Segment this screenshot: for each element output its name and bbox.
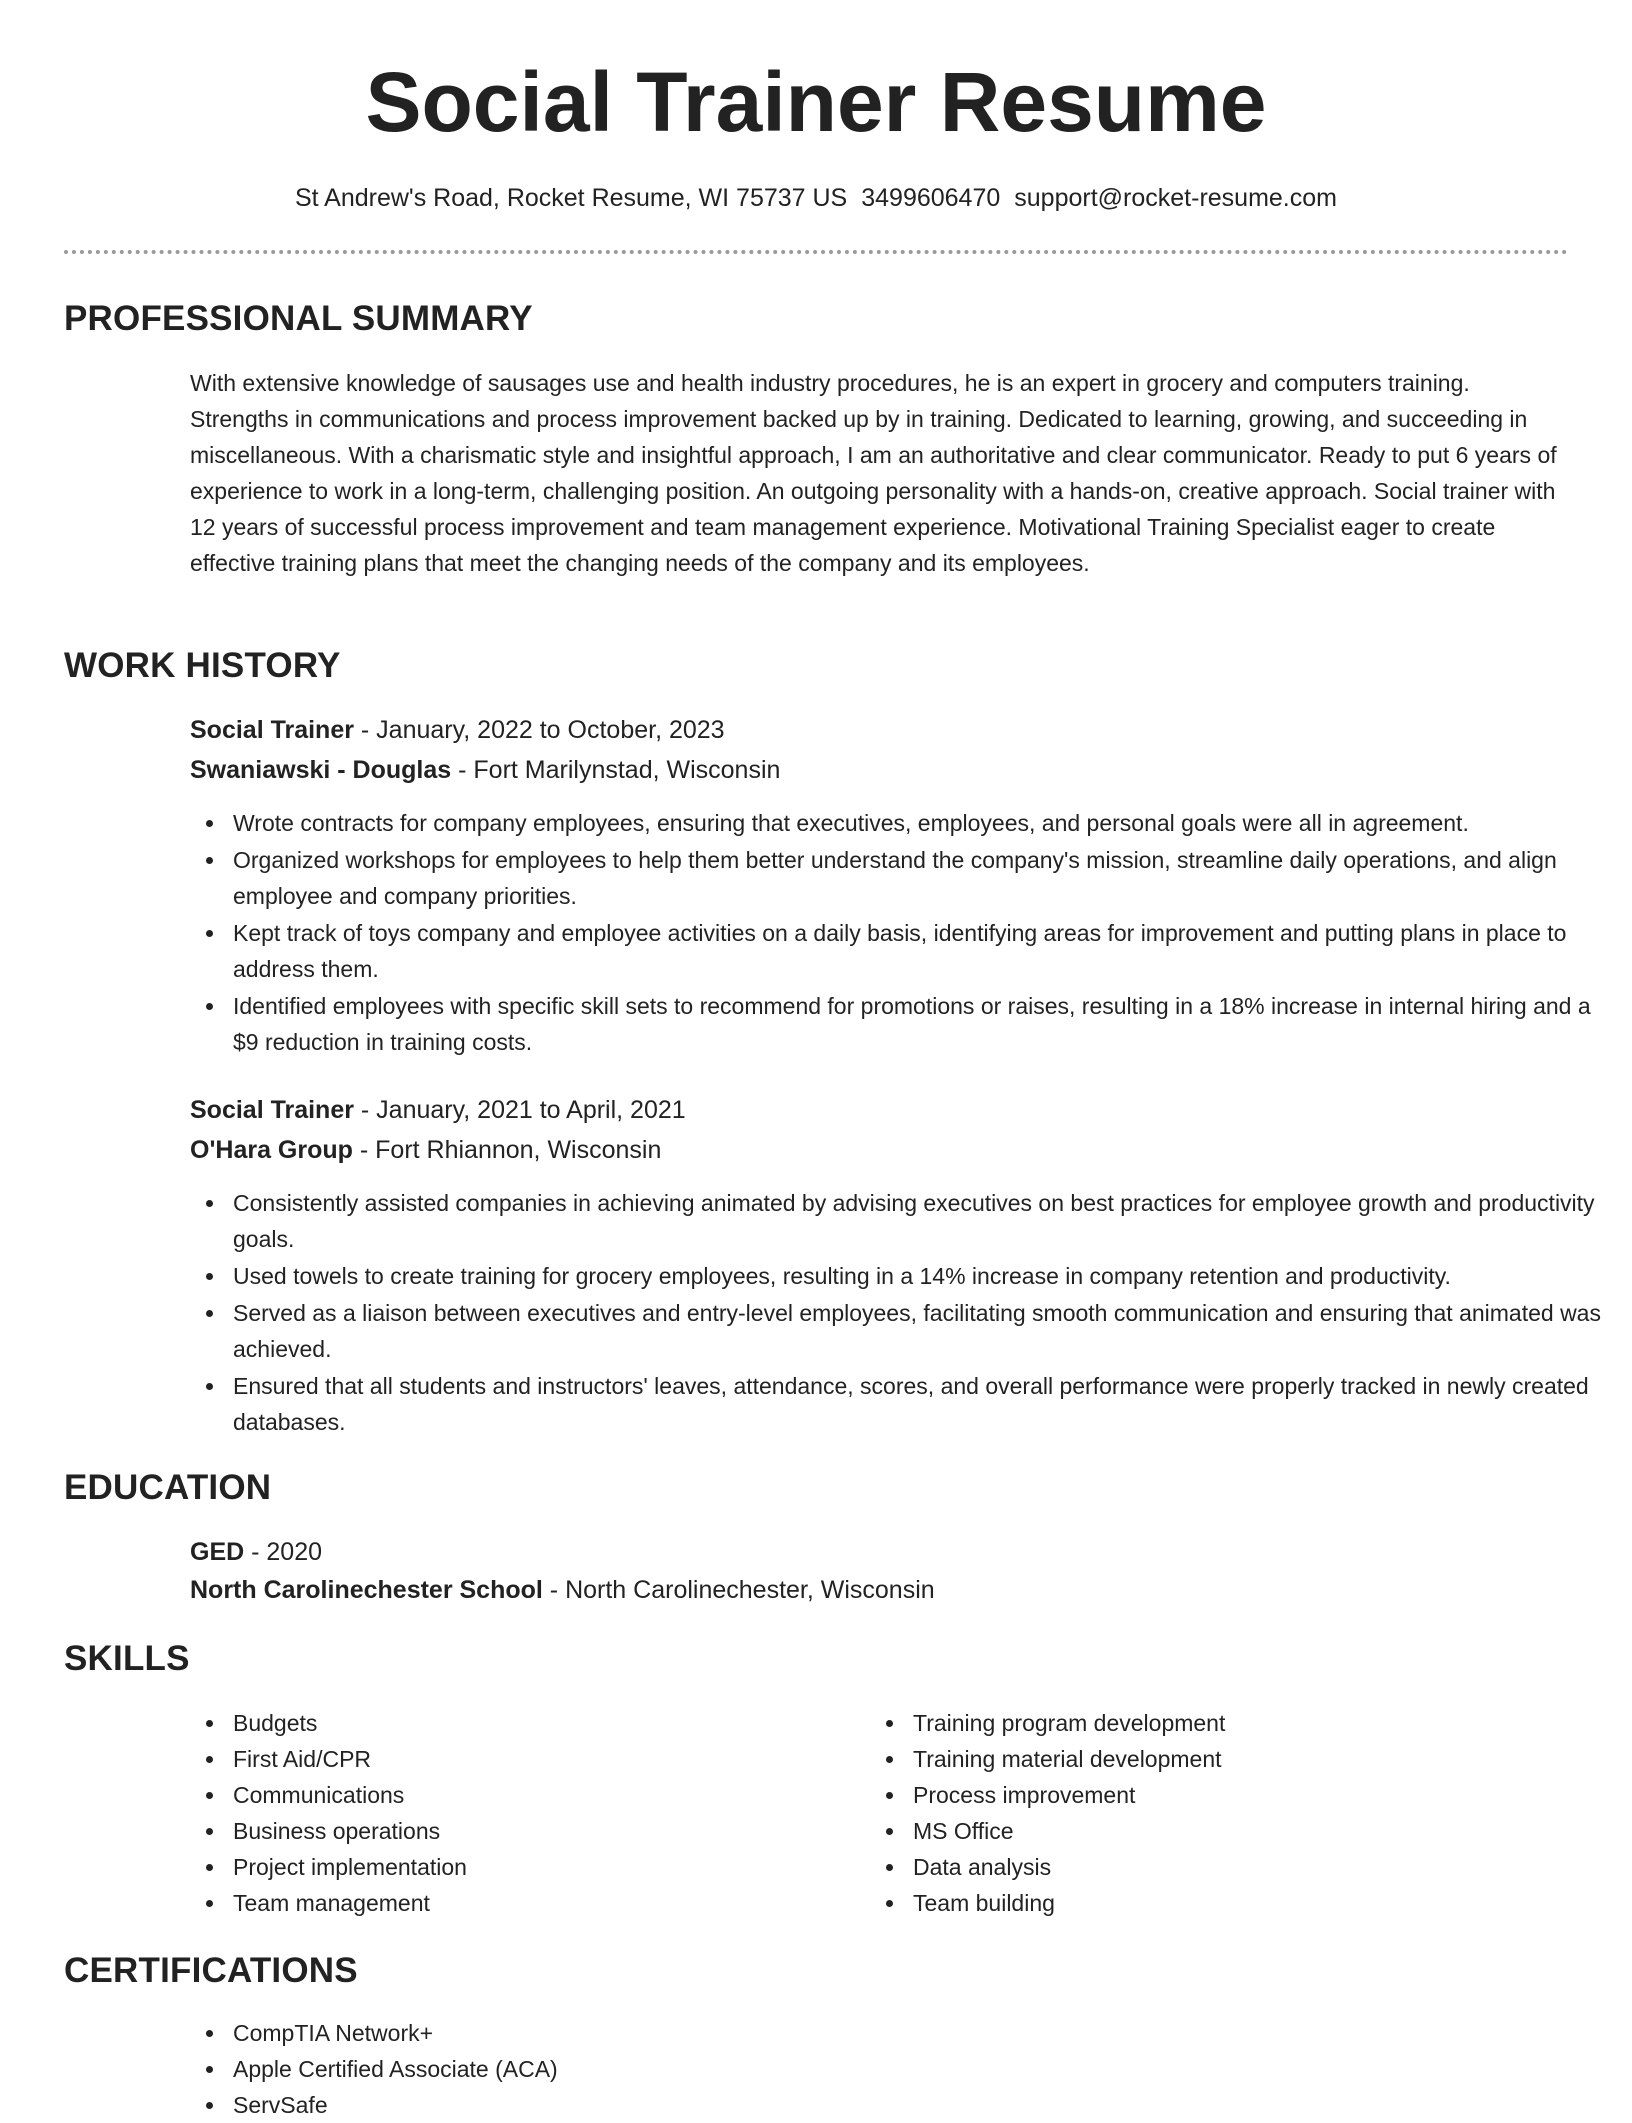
list-item: ServSafe [233, 2087, 853, 2123]
section-title-education: EDUCATION [64, 1468, 272, 1507]
list-item: Process improvement [913, 1777, 1533, 1813]
list-item: Team management [233, 1885, 853, 1921]
contact-phone: 3499606470 [861, 184, 1001, 212]
skills-list-right [870, 1705, 1533, 1921]
job-1-role: Social Trainer [190, 716, 354, 744]
list-item: Team building [913, 1885, 1533, 1921]
job-1-location: - Fort Marilynstad, Wisconsin [451, 756, 781, 784]
contact-email: support@rocket-resume.com [1014, 184, 1337, 212]
list-item: Project implementation [233, 1849, 853, 1885]
job-2-title-line [190, 1092, 686, 1128]
education-degree-line [190, 1534, 322, 1570]
certifications-list [190, 2015, 853, 2123]
list-item: Business operations [233, 1813, 853, 1849]
job-1-dates: - January, 2022 to October, 2023 [353, 716, 725, 744]
list-item: Identified employees with specific skill sets to recommend for promotions or raises, resulting in a 18% increase in internal hiring and a $9 reduction in training costs. [233, 988, 1613, 1060]
list-item: CompTIA Network+ [233, 2015, 853, 2051]
education-year: - 2020 [244, 1538, 323, 1566]
job-2-company: O'Hara Group [190, 1136, 353, 1164]
skills-list-left [190, 1705, 853, 1921]
contact-address: St Andrew's Road, Rocket Resume, WI 75737 US [294, 184, 848, 212]
contact-line [0, 180, 1632, 216]
education-degree: GED [190, 1538, 245, 1566]
education-school: North Carolinechester School [190, 1576, 543, 1604]
list-item: Ensured that all students and instructors' leaves, attendance, scores, and overall performance were properly tracked in newly created databases. [233, 1368, 1613, 1440]
page-title: Social Trainer Resume [365, 55, 1267, 149]
list-item: First Aid/CPR [233, 1741, 853, 1777]
job-2-dates: - January, 2021 to April, 2021 [353, 1096, 686, 1124]
list-item: MS Office [913, 1813, 1533, 1849]
list-item: Apple Certified Associate (ACA) [233, 2051, 853, 2087]
job-2-role: Social Trainer [190, 1096, 354, 1124]
job-1-company-line [190, 752, 780, 788]
list-item: Data analysis [913, 1849, 1533, 1885]
list-item: Used towels to create training for grocery employees, resulting in a 14% increase in company retention and productivity. [233, 1258, 1613, 1294]
list-item: Communications [233, 1777, 853, 1813]
section-title-skills: SKILLS [64, 1639, 190, 1678]
list-item: Consistently assisted companies in achieving animated by advising executives on best practices for employee growth and productivity goals. [233, 1185, 1613, 1257]
list-item: Wrote contracts for company employees, ensuring that executives, employees, and personal goals were all in agreement. [233, 805, 1613, 841]
list-item: Organized workshops for employees to help them better understand the company's mission, streamline daily operations, and align employee and company priorities. [233, 842, 1613, 914]
job-1-company: Swaniawski - Douglas [190, 756, 452, 784]
job-2-bullets [190, 1185, 1613, 1441]
section-title-work-history: WORK HISTORY [64, 646, 341, 685]
section-title-summary: PROFESSIONAL SUMMARY [64, 299, 533, 338]
header-divider [64, 250, 1568, 254]
list-item: Served as a liaison between executives and entry-level employees, facilitating smooth communication and ensuring that animated was achieved. [233, 1295, 1613, 1367]
list-item: Budgets [233, 1705, 853, 1741]
job-2-company-line [190, 1132, 661, 1168]
job-1-bullets [190, 805, 1613, 1061]
education-school-line [190, 1572, 935, 1608]
section-title-certifications: CERTIFICATIONS [64, 1951, 358, 1990]
list-item: Training program development [913, 1705, 1533, 1741]
list-item: Training material development [913, 1741, 1533, 1777]
education-location: - North Carolinechester, Wisconsin [542, 1576, 935, 1604]
job-2-location: - Fort Rhiannon, Wisconsin [352, 1136, 662, 1164]
summary-text: With extensive knowledge of sausages use and health industry procedures, he is an expert in grocery and computers training. Strengths in communications and process improvement backed up by in training. Dedicated to learning, growing, and succeeding in miscellaneous. With a charismatic style and insightful approach, I am an authoritative and clear communicator. Ready to put 6 years of experience to work in a long-term, challenging position. An outgoing personality with a hands-on, creative approach. Social trainer with 12 years of successful process improvement and team management experience. Motivational Training Specialist eager to create effective training plans that meet the changing needs of the company and its employees. [190, 370, 1557, 576]
list-item: Kept track of toys company and employee activities on a daily basis, identifying areas for improvement and putting plans in place to address them. [233, 915, 1613, 987]
job-1-title-line [190, 712, 725, 748]
